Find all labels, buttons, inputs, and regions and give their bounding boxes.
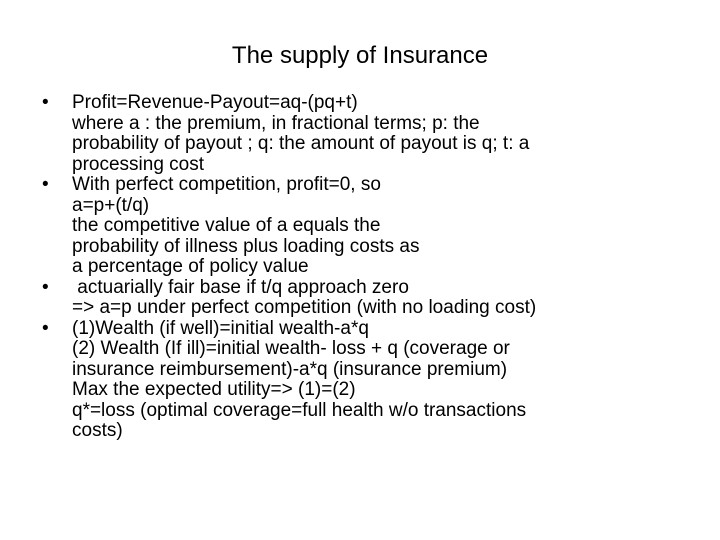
bullet-line: => a=p under perfect competition (with no loading cost) (72, 297, 537, 318)
bullet-perfect-competition (30, 175, 690, 278)
bullet-line: Max the expected utility=> (1)=(2) (72, 379, 356, 400)
bullet-line: actuarially fair base if t/q approach zero (72, 276, 409, 298)
bullet-line: a percentage of policy value (72, 256, 309, 277)
bullet-line: (2) Wealth (If ill)=initial wealth- loss + q (coverage or (72, 338, 510, 359)
bullet-line: q*=loss (optimal coverage=full health w/o transactions (72, 399, 527, 421)
bullet-list (30, 93, 690, 442)
slide-title: The supply of Insurance (231, 42, 489, 69)
bullet-icon: • (42, 174, 49, 195)
bullet-icon: • (42, 92, 49, 113)
bullet-icon: • (42, 276, 49, 298)
bullet-line: the competitive value of a equals the (72, 215, 381, 236)
bullet-line: insurance reimbursement)-a*q (insurance premium) (72, 358, 508, 380)
bullet-line: probability of payout ; q: the amount of payout is q; t: a (72, 133, 530, 154)
bullet-line: a=p+(t/q) (72, 194, 150, 216)
bullet-wealth-utility (30, 319, 690, 442)
bullet-icon: • (42, 317, 49, 339)
bullet-line: probability of illness plus loading costs as (72, 235, 420, 257)
bullet-line: With perfect competition, profit=0, so (72, 174, 381, 195)
bullet-line: Profit=Revenue-Payout=aq-(pq+t) (72, 92, 358, 113)
bullet-actuarially-fair (30, 278, 690, 319)
bullet-line: costs) (72, 420, 123, 441)
bullet-line: (1)Wealth (if well)=initial wealth-a*q (72, 317, 369, 339)
bullet-line: where a : the premium, in fractional terms; p: the (72, 112, 480, 134)
bullet-line: processing cost (72, 153, 205, 175)
bullet-profit-definition (30, 93, 690, 175)
